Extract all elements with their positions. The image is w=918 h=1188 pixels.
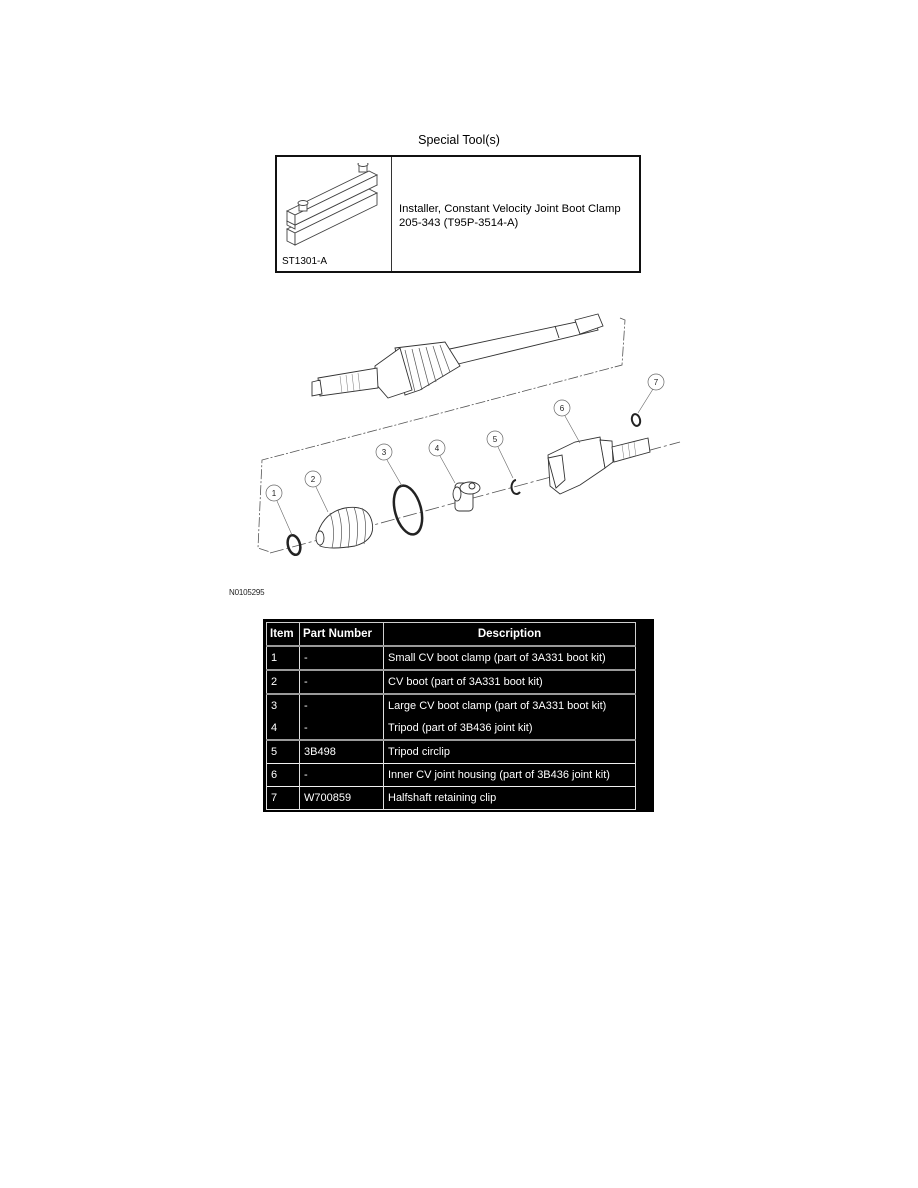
svg-text:2: 2 — [310, 475, 316, 484]
part-number-cell: W700859 — [300, 787, 384, 810]
tool-name: Installer, Constant Velocity Joint Boot Clamp — [399, 203, 621, 215]
callout-6 — [554, 400, 570, 416]
part-number-cell: - — [300, 764, 384, 787]
part-number-cell: - — [300, 717, 384, 740]
svg-text:4: 4 — [434, 444, 440, 453]
table-row — [267, 694, 636, 717]
item-cell: 1 — [267, 646, 300, 670]
item-cell: 2 — [267, 670, 300, 694]
item-cell: 5 — [267, 740, 300, 764]
item-cell: 7 — [267, 787, 300, 810]
callout-4 — [429, 440, 445, 456]
tool-image-cell — [277, 157, 392, 271]
callout-5 — [487, 431, 503, 447]
inner-cv-joint-housing — [548, 437, 650, 494]
svg-text:6: 6 — [559, 404, 565, 413]
header-description: Description — [384, 623, 636, 647]
table-row — [267, 646, 636, 670]
description-cell: Tripod (part of 3B436 joint kit) — [384, 717, 636, 740]
parts-table-container — [263, 619, 654, 812]
description-cell: Small CV boot clamp (part of 3A331 boot kit) — [384, 646, 636, 670]
large-cv-boot-clamp — [389, 482, 427, 537]
description-cell: Halfshaft retaining clip — [384, 787, 636, 810]
small-cv-boot-clamp — [286, 534, 303, 556]
part-number-cell: - — [300, 670, 384, 694]
halfshaft-exploded-diagram — [250, 300, 690, 575]
tool-number: 205-343 (T95P-3514-A) — [399, 217, 519, 229]
callout-7 — [648, 374, 664, 390]
special-tool-box — [275, 155, 641, 273]
callout-2 — [305, 471, 321, 487]
description-cell: Tripod circlip — [384, 740, 636, 764]
header-item: Item — [267, 623, 300, 647]
tripod — [453, 482, 480, 511]
tripod-circlip — [512, 480, 520, 494]
item-cell: 4 — [267, 717, 300, 740]
table-header-row — [267, 623, 636, 647]
callout-1 — [266, 485, 282, 501]
table-row — [267, 764, 636, 787]
item-cell: 6 — [267, 764, 300, 787]
svg-text:7: 7 — [653, 378, 659, 387]
table-row — [267, 670, 636, 694]
part-number-cell: - — [300, 694, 384, 717]
parts-table — [266, 622, 636, 810]
special-tools-title: Special Tool(s) — [418, 133, 500, 147]
description-cell: Large CV boot clamp (part of 3A331 boot kit) — [384, 694, 636, 717]
part-number-cell: - — [300, 646, 384, 670]
halfshaft-retaining-clip — [631, 413, 642, 427]
callout-3 — [376, 444, 392, 460]
table-row — [267, 717, 636, 740]
tool-description — [399, 202, 621, 230]
tool-image-code: ST1301-A — [282, 256, 328, 267]
item-cell: 3 — [267, 694, 300, 717]
table-row — [267, 787, 636, 810]
halfshaft-assembly — [312, 314, 603, 398]
figure-code: N0105295 — [229, 588, 265, 597]
svg-text:1: 1 — [271, 489, 277, 498]
cv-boot — [316, 507, 373, 548]
svg-text:3: 3 — [381, 448, 387, 457]
description-cell: Inner CV joint housing (part of 3B436 joint kit) — [384, 764, 636, 787]
svg-text:5: 5 — [492, 435, 498, 444]
table-row — [267, 740, 636, 764]
header-part-number: Part Number — [300, 623, 384, 647]
description-cell: CV boot (part of 3A331 boot kit) — [384, 670, 636, 694]
boot-clamp-installer-tool-icon — [281, 163, 385, 253]
part-number-cell: 3B498 — [300, 740, 384, 764]
